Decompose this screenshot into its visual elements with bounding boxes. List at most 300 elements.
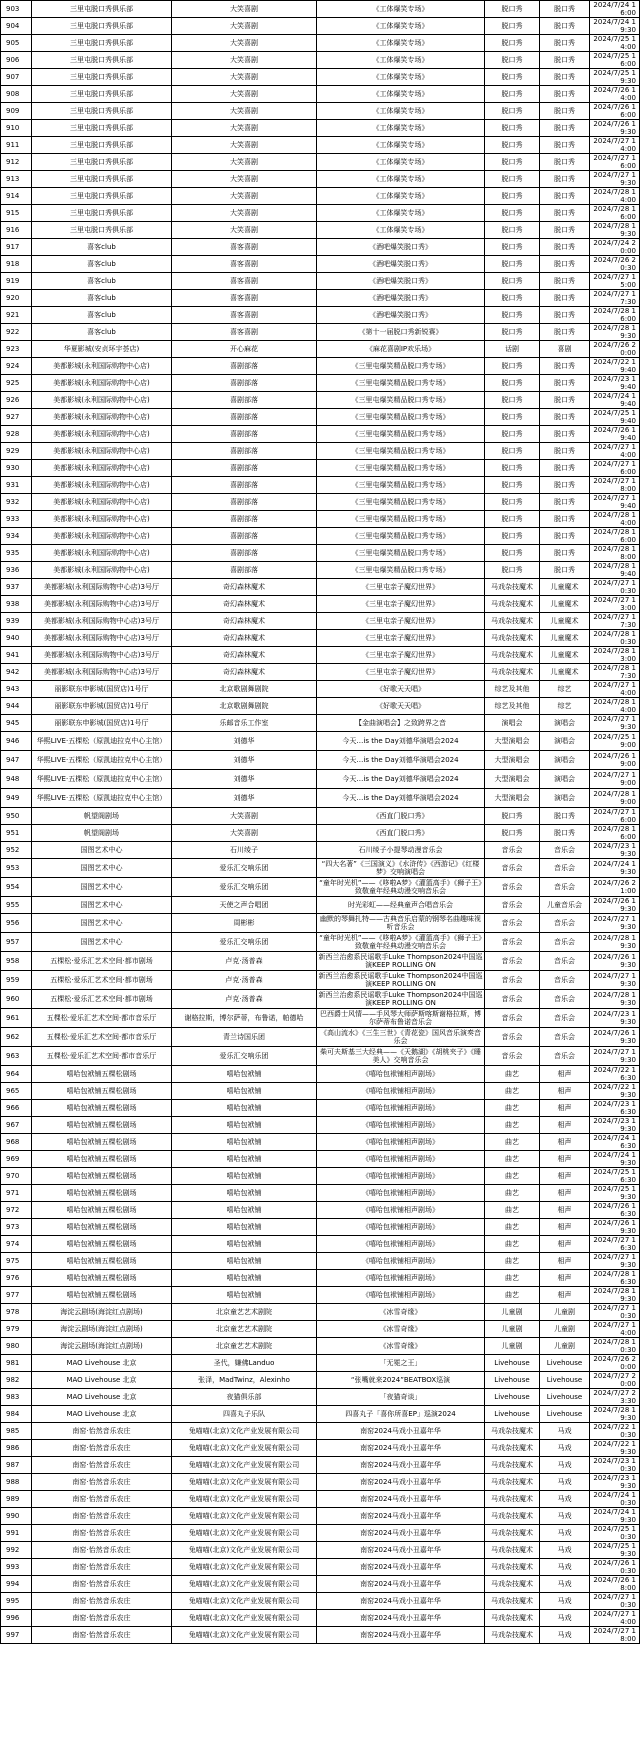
row-number: 990	[1, 1508, 32, 1525]
subcategory-cell: 脱口秀	[540, 188, 590, 205]
organizer-cell: 刘德华	[172, 789, 317, 808]
organizer-cell: 北京童艺艺术剧院	[172, 1304, 317, 1321]
organizer-cell: 刘德华	[172, 770, 317, 789]
venue-cell: 美都影城(永利国际购物中心店)	[32, 494, 172, 511]
time-cell: 2024/7/26 20:30	[590, 256, 640, 273]
venue-cell: 国图艺术中心	[32, 933, 172, 952]
organizer-cell: 喜剧部落	[172, 392, 317, 409]
table-row	[1, 1491, 640, 1508]
title-cell: 《工体爆笑专场》	[317, 137, 485, 154]
title-cell: “童年时光机”——《哆啦A梦》《灌篮高手》《狮子王》致敬童年经典动漫交响音乐会	[317, 933, 485, 952]
category-cell: 大型演唱会	[485, 770, 540, 789]
category-cell: 曲艺	[485, 1202, 540, 1219]
title-cell: 南窑2024马戏小丑嘉年华	[317, 1423, 485, 1440]
category-cell: 马戏杂技魔术	[485, 579, 540, 596]
title-cell: 《高山流水》《三生三世》《青花瓷》国风音乐演奏音乐会	[317, 1028, 485, 1047]
subcategory-cell: 儿童音乐会	[540, 897, 590, 914]
row-number: 959	[1, 971, 32, 990]
table-row	[1, 647, 640, 664]
subcategory-cell: 相声	[540, 1083, 590, 1100]
subcategory-cell: 马戏	[540, 1423, 590, 1440]
subcategory-cell: 马戏	[540, 1593, 590, 1610]
category-cell: 马戏杂技魔术	[485, 1423, 540, 1440]
row-number: 925	[1, 375, 32, 392]
category-cell: 音乐会	[485, 842, 540, 859]
title-cell: 《三里屯亲子魔幻世界》	[317, 579, 485, 596]
row-number: 945	[1, 715, 32, 732]
organizer-cell: 大笑喜剧	[172, 222, 317, 239]
table-row	[1, 1525, 640, 1542]
row-number: 958	[1, 952, 32, 971]
venue-cell: MAO Livehouse 北京	[32, 1355, 172, 1372]
subcategory-cell: 演唱会	[540, 715, 590, 732]
time-cell: 2024/7/22 19:30	[590, 1440, 640, 1457]
time-cell: 2024/7/28 16:00	[590, 825, 640, 842]
venue-cell: 美都影城(永利国际购物中心店)	[32, 511, 172, 528]
time-cell: 2024/7/23 19:30	[590, 1117, 640, 1134]
time-cell: 2024/7/25 19:40	[590, 409, 640, 426]
organizer-cell: 大笑喜剧	[172, 188, 317, 205]
category-cell: 曲艺	[485, 1151, 540, 1168]
venue-cell: 嘻哈包袱铺五棵松剧场	[32, 1151, 172, 1168]
venue-cell: 三里屯脱口秀俱乐部	[32, 205, 172, 222]
row-number: 986	[1, 1440, 32, 1457]
time-cell: 2024/7/28 10:30	[590, 630, 640, 647]
title-cell: 《酒吧爆笑脱口秀》	[317, 239, 485, 256]
venue-cell: 五棵松·爱乐汇艺术空间·都市剧场	[32, 990, 172, 1009]
row-number: 977	[1, 1287, 32, 1304]
organizer-cell: 爱乐汇交响乐团	[172, 859, 317, 878]
subcategory-cell: 相声	[540, 1066, 590, 1083]
title-cell: “四大名著”《三国演义》《水浒传》《西游记》《红楼梦》交响演唱会	[317, 859, 485, 878]
time-cell: 2024/7/27 20:00	[590, 1372, 640, 1389]
title-cell: 「夜猫奇谈」	[317, 1389, 485, 1406]
title-cell: 南窑2024马戏小丑嘉年华	[317, 1593, 485, 1610]
row-number: 950	[1, 808, 32, 825]
title-cell: 《嘻哈包袱铺相声剧场》	[317, 1236, 485, 1253]
category-cell: 脱口秀	[485, 426, 540, 443]
category-cell: 马戏杂技魔术	[485, 1525, 540, 1542]
organizer-cell: 喜剧部落	[172, 545, 317, 562]
table-row	[1, 630, 640, 647]
category-cell: 脱口秀	[485, 154, 540, 171]
subcategory-cell: 音乐会	[540, 1028, 590, 1047]
title-cell: 《工体爆笑专场》	[317, 35, 485, 52]
time-cell: 2024/7/27 19:30	[590, 171, 640, 188]
title-cell: 《三里屯爆笑精品脱口秀专场》	[317, 511, 485, 528]
title-cell: 南窑2024马戏小丑嘉年华	[317, 1610, 485, 1627]
row-number: 904	[1, 18, 32, 35]
table-row	[1, 859, 640, 878]
title-cell: 巴西爵士风情——手风琴大师萨斯喀斯谢格拉斯，博尔萨蒂布鲁诺音乐会	[317, 1009, 485, 1028]
row-number: 932	[1, 494, 32, 511]
title-cell: 《嘻哈包袱铺相声剧场》	[317, 1253, 485, 1270]
subcategory-cell: 脱口秀	[540, 103, 590, 120]
organizer-cell: 北京童艺艺术剧院	[172, 1338, 317, 1355]
title-cell: 《嘻哈包袱铺相声剧场》	[317, 1219, 485, 1236]
subcategory-cell: 马戏	[540, 1457, 590, 1474]
category-cell: 曲艺	[485, 1083, 540, 1100]
venue-cell: 华熙LIVE·五棵松（原凯迪拉克中心主馆）	[32, 751, 172, 770]
title-cell: “童年时光机”——《哆啦A梦》《灌篮高手》《狮子王》致敬童年经典动漫交响音乐会	[317, 878, 485, 897]
venue-cell: 美都影城(永利国际购物中心店)3号厅	[32, 613, 172, 630]
venue-cell: 国图艺术中心	[32, 914, 172, 933]
table-row	[1, 392, 640, 409]
time-cell: 2024/7/28 16:00	[590, 307, 640, 324]
table-row	[1, 188, 640, 205]
subcategory-cell: 音乐会	[540, 933, 590, 952]
time-cell: 2024/7/27 15:00	[590, 273, 640, 290]
time-cell: 2024/7/28 14:00	[590, 698, 640, 715]
title-cell: 今天…is the Day刘德华演唱会2024	[317, 789, 485, 808]
organizer-cell: 兔喵喵(北京)文化产业发展有限公司	[172, 1423, 317, 1440]
subcategory-cell: 相声	[540, 1168, 590, 1185]
organizer-cell: 青兰诗国乐团	[172, 1028, 317, 1047]
category-cell: 脱口秀	[485, 494, 540, 511]
organizer-cell: 喜客喜剧	[172, 273, 317, 290]
venue-cell: 三里屯脱口秀俱乐部	[32, 52, 172, 69]
subcategory-cell: 脱口秀	[540, 409, 590, 426]
title-cell: 《工体爆笑专场》	[317, 86, 485, 103]
venue-cell: 五棵松·爱乐汇艺术空间·都市音乐厅	[32, 1009, 172, 1028]
subcategory-cell: 脱口秀	[540, 562, 590, 579]
row-number: 911	[1, 137, 32, 154]
time-cell: 2024/7/27 23:30	[590, 1389, 640, 1406]
venue-cell: 华熙LIVE·五棵松（原凯迪拉克中心主馆）	[32, 732, 172, 751]
organizer-cell: 大笑喜剧	[172, 18, 317, 35]
category-cell: 脱口秀	[485, 18, 540, 35]
subcategory-cell: 脱口秀	[540, 511, 590, 528]
row-number: 948	[1, 770, 32, 789]
organizer-cell: 大笑喜剧	[172, 825, 317, 842]
title-cell: 今天…is the Day刘德华演唱会2024	[317, 770, 485, 789]
row-number: 988	[1, 1474, 32, 1491]
table-row	[1, 239, 640, 256]
row-number: 987	[1, 1457, 32, 1474]
title-cell: 《冰雪奇缘》	[317, 1304, 485, 1321]
title-cell: 《酒吧爆笑脱口秀》	[317, 256, 485, 273]
time-cell: 2024/7/27 13:00	[590, 596, 640, 613]
category-cell: 脱口秀	[485, 528, 540, 545]
table-row	[1, 1457, 640, 1474]
category-cell: 脱口秀	[485, 545, 540, 562]
time-cell: 2024/7/28 14:00	[590, 511, 640, 528]
subcategory-cell: 儿童魔术	[540, 579, 590, 596]
organizer-cell: 嘻哈包袱铺	[172, 1117, 317, 1134]
venue-cell: 丽影联东申影城(国贸店)1号厅	[32, 715, 172, 732]
table-row	[1, 69, 640, 86]
title-cell: 《嘻哈包袱铺相声剧场》	[317, 1270, 485, 1287]
venue-cell: 喜客club	[32, 239, 172, 256]
title-cell: 《三里屯亲子魔幻世界》	[317, 647, 485, 664]
category-cell: 马戏杂技魔术	[485, 1474, 540, 1491]
row-number: 993	[1, 1559, 32, 1576]
table-row	[1, 256, 640, 273]
title-cell: 《嘻哈包袱铺相声剧场》	[317, 1168, 485, 1185]
subcategory-cell: 脱口秀	[540, 290, 590, 307]
subcategory-cell: 马戏	[540, 1474, 590, 1491]
subcategory-cell: 相声	[540, 1202, 590, 1219]
organizer-cell: 大笑喜剧	[172, 103, 317, 120]
subcategory-cell: 脱口秀	[540, 171, 590, 188]
row-number: 915	[1, 205, 32, 222]
organizer-cell: 嘻哈包袱铺	[172, 1270, 317, 1287]
row-number: 972	[1, 1202, 32, 1219]
row-number: 956	[1, 914, 32, 933]
table-row	[1, 171, 640, 188]
title-cell: 《三里屯爆笑精品脱口秀专场》	[317, 409, 485, 426]
category-cell: 马戏杂技魔术	[485, 1576, 540, 1593]
time-cell: 2024/7/25 19:00	[590, 732, 640, 751]
organizer-cell: 嘻哈包袱铺	[172, 1253, 317, 1270]
time-cell: 2024/7/25 19:30	[590, 69, 640, 86]
schedule-body	[1, 1, 640, 1644]
venue-cell: 嘻哈包袱铺五棵松剧场	[32, 1083, 172, 1100]
table-row	[1, 914, 640, 933]
table-row	[1, 596, 640, 613]
category-cell: 脱口秀	[485, 808, 540, 825]
subcategory-cell: 相声	[540, 1236, 590, 1253]
time-cell: 2024/7/27 10:30	[590, 579, 640, 596]
subcategory-cell: 相声	[540, 1219, 590, 1236]
category-cell: 大型演唱会	[485, 751, 540, 770]
organizer-cell: 兔喵喵(北京)文化产业发展有限公司	[172, 1542, 317, 1559]
row-number: 957	[1, 933, 32, 952]
row-number: 980	[1, 1338, 32, 1355]
title-cell: 《工体爆笑专场》	[317, 1, 485, 18]
table-row	[1, 137, 640, 154]
row-number: 968	[1, 1134, 32, 1151]
subcategory-cell: 脱口秀	[540, 460, 590, 477]
subcategory-cell: 相声	[540, 1134, 590, 1151]
category-cell: 脱口秀	[485, 358, 540, 375]
category-cell: 音乐会	[485, 1047, 540, 1066]
time-cell: 2024/7/26 20:00	[590, 1355, 640, 1372]
time-cell: 2024/7/28 19:30	[590, 990, 640, 1009]
organizer-cell: 兔喵喵(北京)文化产业发展有限公司	[172, 1576, 317, 1593]
time-cell: 2024/7/27 18:00	[590, 477, 640, 494]
title-cell: 《嘻哈包袱铺相声剧场》	[317, 1134, 485, 1151]
time-cell: 2024/7/25 19:30	[590, 1185, 640, 1202]
venue-cell: 美都影城(永利国际购物中心店)	[32, 528, 172, 545]
venue-cell: 南窑·怡然音乐农庄	[32, 1491, 172, 1508]
category-cell: 脱口秀	[485, 375, 540, 392]
time-cell: 2024/7/26 19:30	[590, 120, 640, 137]
category-cell: 脱口秀	[485, 825, 540, 842]
title-cell: 《麻花喜剧IP欢乐场》	[317, 341, 485, 358]
category-cell: 音乐会	[485, 971, 540, 990]
title-cell: 《三里屯爆笑精品脱口秀专场》	[317, 443, 485, 460]
venue-cell: 美都影城(永利国际购物中心店)	[32, 409, 172, 426]
time-cell: 2024/7/27 17:30	[590, 613, 640, 630]
title-cell: 《嘻哈包袱铺相声剧场》	[317, 1151, 485, 1168]
category-cell: 脱口秀	[485, 273, 540, 290]
table-row	[1, 1185, 640, 1202]
subcategory-cell: 脱口秀	[540, 477, 590, 494]
title-cell: 《工体爆笑专场》	[317, 205, 485, 222]
time-cell: 2024/7/27 16:00	[590, 808, 640, 825]
row-number: 996	[1, 1610, 32, 1627]
venue-cell: 三里屯脱口秀俱乐部	[32, 35, 172, 52]
subcategory-cell: 相声	[540, 1287, 590, 1304]
subcategory-cell: 相声	[540, 1117, 590, 1134]
time-cell: 2024/7/28 17:30	[590, 664, 640, 681]
table-row	[1, 1236, 640, 1253]
row-number: 940	[1, 630, 32, 647]
category-cell: Livehouse	[485, 1406, 540, 1423]
venue-cell: 嘻哈包袱铺五棵松剧场	[32, 1066, 172, 1083]
title-cell: 《三里屯爆笑精品脱口秀专场》	[317, 528, 485, 545]
table-row	[1, 1355, 640, 1372]
subcategory-cell: 演唱会	[540, 732, 590, 751]
subcategory-cell: 马戏	[540, 1576, 590, 1593]
title-cell: 《西直门脱口秀》	[317, 825, 485, 842]
row-number: 934	[1, 528, 32, 545]
venue-cell: 南窑·怡然音乐农庄	[32, 1525, 172, 1542]
subcategory-cell: 马戏	[540, 1440, 590, 1457]
venue-cell: 南窑·怡然音乐农庄	[32, 1610, 172, 1627]
category-cell: 脱口秀	[485, 443, 540, 460]
venue-cell: 三里屯脱口秀俱乐部	[32, 1, 172, 18]
row-number: 951	[1, 825, 32, 842]
row-number: 984	[1, 1406, 32, 1423]
subcategory-cell: Livehouse	[540, 1372, 590, 1389]
table-row	[1, 715, 640, 732]
subcategory-cell: 演唱会	[540, 789, 590, 808]
row-number: 985	[1, 1423, 32, 1440]
time-cell: 2024/7/27 16:00	[590, 154, 640, 171]
row-number: 978	[1, 1304, 32, 1321]
table-row	[1, 808, 640, 825]
row-number: 933	[1, 511, 32, 528]
row-number: 914	[1, 188, 32, 205]
venue-cell: 喜客club	[32, 273, 172, 290]
organizer-cell: 天使之声合唱团	[172, 897, 317, 914]
time-cell: 2024/7/26 18:00	[590, 1576, 640, 1593]
time-cell: 2024/7/28 19:00	[590, 789, 640, 808]
organizer-cell: 兔喵喵(北京)文化产业发展有限公司	[172, 1559, 317, 1576]
table-row	[1, 1066, 640, 1083]
time-cell: 2024/7/27 16:00	[590, 460, 640, 477]
venue-cell: 南窑·怡然音乐农庄	[32, 1440, 172, 1457]
table-row	[1, 18, 640, 35]
venue-cell: 美都影城(永利国际购物中心店)	[32, 477, 172, 494]
title-cell: 《工体爆笑专场》	[317, 171, 485, 188]
category-cell: 脱口秀	[485, 409, 540, 426]
category-cell: 曲艺	[485, 1134, 540, 1151]
category-cell: 音乐会	[485, 952, 540, 971]
subcategory-cell: 喜剧	[540, 341, 590, 358]
venue-cell: 丽影联东申影城(国贸店)1号厅	[32, 698, 172, 715]
row-number: 918	[1, 256, 32, 273]
category-cell: 脱口秀	[485, 392, 540, 409]
venue-cell: 嘻哈包袱铺五棵松剧场	[32, 1168, 172, 1185]
venue-cell: 美都影城(永利国际购物中心店)3号厅	[32, 596, 172, 613]
category-cell: 马戏杂技魔术	[485, 1457, 540, 1474]
venue-cell: 帆望阁剧场	[32, 808, 172, 825]
category-cell: 脱口秀	[485, 511, 540, 528]
time-cell: 2024/7/23 19:30	[590, 842, 640, 859]
row-number: 991	[1, 1525, 32, 1542]
category-cell: 脱口秀	[485, 188, 540, 205]
venue-cell: MAO Livehouse 北京	[32, 1406, 172, 1423]
subcategory-cell: 相声	[540, 1100, 590, 1117]
venue-cell: 南窑·怡然音乐农庄	[32, 1627, 172, 1644]
row-number: 973	[1, 1219, 32, 1236]
table-row	[1, 341, 640, 358]
time-cell: 2024/7/22 19:30	[590, 1083, 640, 1100]
category-cell: 马戏杂技魔术	[485, 630, 540, 647]
table-row	[1, 1321, 640, 1338]
time-cell: 2024/7/26 16:00	[590, 103, 640, 120]
title-cell: 《冰雪奇缘》	[317, 1321, 485, 1338]
subcategory-cell: Livehouse	[540, 1355, 590, 1372]
venue-cell: 嘻哈包袱铺五棵松剧场	[32, 1134, 172, 1151]
organizer-cell: 张泽，MadTwinz，Alexinho	[172, 1372, 317, 1389]
subcategory-cell: 脱口秀	[540, 392, 590, 409]
category-cell: 音乐会	[485, 1028, 540, 1047]
table-row	[1, 1610, 640, 1627]
venue-cell: 三里屯脱口秀俱乐部	[32, 69, 172, 86]
category-cell: 脱口秀	[485, 307, 540, 324]
venue-cell: MAO Livehouse 北京	[32, 1372, 172, 1389]
time-cell: 2024/7/27 19:30	[590, 914, 640, 933]
table-row	[1, 952, 640, 971]
organizer-cell: 大笑喜剧	[172, 205, 317, 222]
venue-cell: MAO Livehouse 北京	[32, 1389, 172, 1406]
title-cell: 《工体爆笑专场》	[317, 103, 485, 120]
time-cell: 2024/7/26 19:30	[590, 1028, 640, 1047]
table-row	[1, 1202, 640, 1219]
title-cell: 《三里屯亲子魔幻世界》	[317, 596, 485, 613]
venue-cell: 美都影城(永利国际购物中心店)3号厅	[32, 664, 172, 681]
table-row	[1, 120, 640, 137]
category-cell: 脱口秀	[485, 120, 540, 137]
category-cell: 马戏杂技魔术	[485, 664, 540, 681]
category-cell: Livehouse	[485, 1355, 540, 1372]
time-cell: 2024/7/24 20:00	[590, 239, 640, 256]
table-row	[1, 1009, 640, 1028]
category-cell: 脱口秀	[485, 1, 540, 18]
organizer-cell: 大笑喜剧	[172, 154, 317, 171]
row-number: 961	[1, 1009, 32, 1028]
organizer-cell: 大笑喜剧	[172, 69, 317, 86]
organizer-cell: 奇幻森林魔术	[172, 579, 317, 596]
organizer-cell: 喜剧部落	[172, 375, 317, 392]
title-cell: 南窑2024马戏小丑嘉年华	[317, 1474, 485, 1491]
category-cell: 音乐会	[485, 933, 540, 952]
title-cell: 石川绫子小提琴动漫音乐会	[317, 842, 485, 859]
row-number: 995	[1, 1593, 32, 1610]
table-row	[1, 664, 640, 681]
row-number: 966	[1, 1100, 32, 1117]
time-cell: 2024/7/27 10:30	[590, 1593, 640, 1610]
table-row	[1, 52, 640, 69]
venue-cell: 三里屯脱口秀俱乐部	[32, 18, 172, 35]
time-cell: 2024/7/25 19:30	[590, 1542, 640, 1559]
organizer-cell: 奇幻森林魔术	[172, 664, 317, 681]
venue-cell: 国图艺术中心	[32, 897, 172, 914]
table-row	[1, 751, 640, 770]
venue-cell: 美都影城(永利国际购物中心店)	[32, 443, 172, 460]
category-cell: 曲艺	[485, 1236, 540, 1253]
title-cell: 《冰雪奇缘》	[317, 1338, 485, 1355]
title-cell: 四喜丸子「喜你所喜EP」巡演2024	[317, 1406, 485, 1423]
subcategory-cell: 马戏	[540, 1525, 590, 1542]
title-cell: 《三里屯爆笑精品脱口秀专场》	[317, 392, 485, 409]
venue-cell: 南窑·怡然音乐农庄	[32, 1423, 172, 1440]
table-row	[1, 511, 640, 528]
